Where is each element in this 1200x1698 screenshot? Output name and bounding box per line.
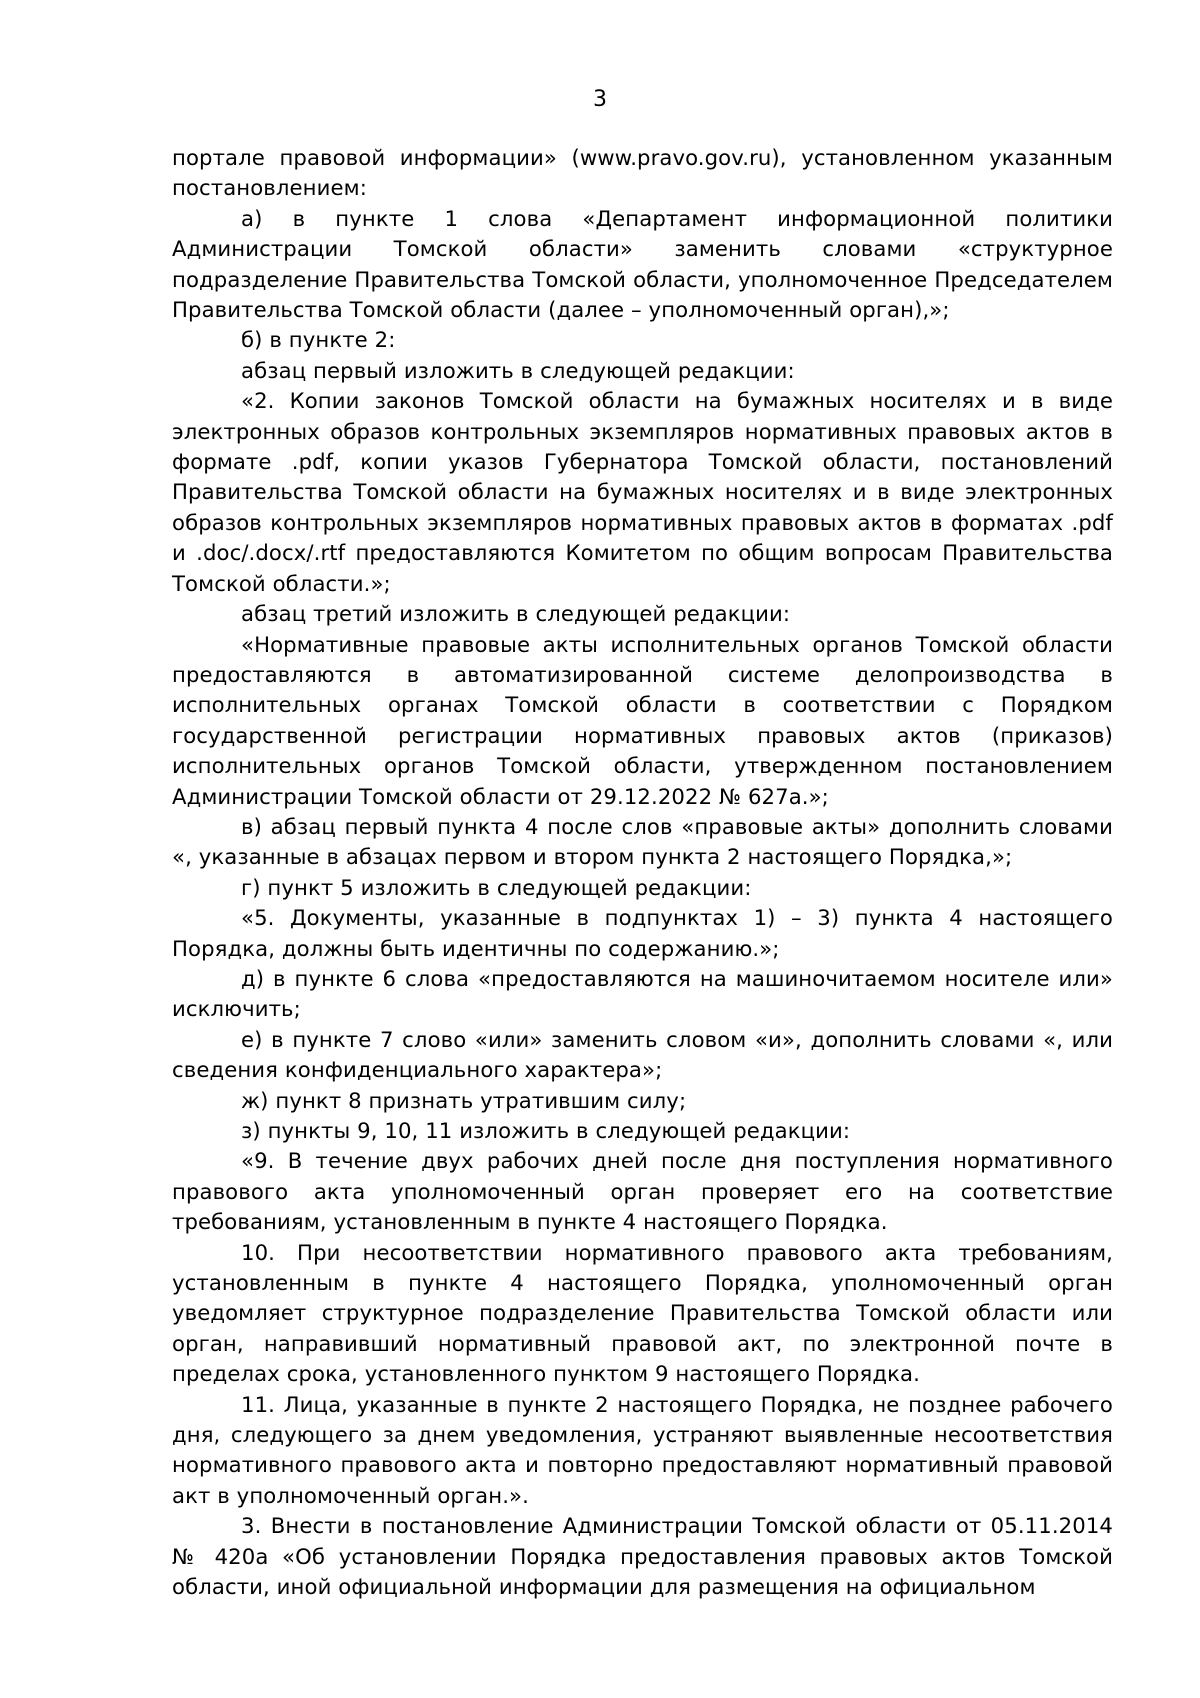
paragraph-item-e: е) в пункте 7 слово «или» заменить словом «и», дополнить словами «, или сведения конфиденциального характера»; — [172, 1026, 1113, 1083]
paragraph-item-v: в) абзац первый пункта 4 после слов «правовые акты» дополнить словами «, указанные в абзацах первом и втором пункта 2 настоящего Порядка,»; — [172, 813, 1113, 870]
paragraph-quote-10: 10. При несоответствии нормативного правового акта требованиям, установленным в пункте 4 настоящего Порядка, уполномоченный орган уведомляет структурное подразделение Правительства Томской области или орган, направивший нормативный правовой акт, по электронной почте в пределах срока, установленного пунктом 9 настоящего Порядка. — [172, 1239, 1113, 1387]
paragraph-third-abzac: абзац третий изложить в следующей редакции: — [241, 601, 791, 627]
paragraph-item-z: з) пункты 9, 10, 11 изложить в следующей редакции: — [241, 1118, 851, 1143]
paragraph-section-3: 3. Внести в постановление Администрации Томской области от 05.11.2014 № 420а «Об установлении Порядка предоставления правовых актов Томской области, иной официальной информации для размещения на официальном — [172, 1513, 1113, 1600]
paragraph-item-zh: ж) пункт 8 признать утратившим силу; — [241, 1087, 687, 1113]
paragraph-quote-9: «9. В течение двух рабочих дней после дня поступления нормативного правового акта уполномоченный орган проверяет его на соответствие требованиям, установленным в пункте 4 настоящего Порядка. — [172, 1148, 1113, 1235]
paragraph-item-a: а) в пункте 1 слова «Департамент информационной политики Администрации Томской области» заменить словами «структурное подразделение Правительства Томской области, уполномоченное Председателем Правительства Томской области (далее – уполномоченный орган),»; — [172, 205, 1113, 323]
paragraph-item-d: д) в пункте 6 слова «предоставляются на машиночитаемом носителе или» исключить; — [172, 965, 1113, 1022]
paragraph-quote-2: «2. Копии законов Томской области на бумажных носителях и в виде электронных образов контрольных экземпляров нормативных правовых актов в формате .pdf, копии указов Губернатора Томской области, постановлений Правительства Томской области на бумажных носителях и в виде электронных образов контрольных экземпляров нормативных правовых актов в форматах .pdf и .doc/.docx/.rtf предоставляются Комитетом по общим вопросам Правительства Томской области.»; — [172, 388, 1113, 596]
paragraph-item-b: б) в пункте 2: — [241, 327, 396, 353]
paragraph-first-abzac: абзац первый изложить в следующей редакции: — [241, 357, 795, 383]
paragraph-item-g: г) пункт 5 изложить в следующей редакции: — [241, 874, 752, 900]
paragraph-quote-11: 11. Лица, указанные в пункте 2 настоящего Порядка, не позднее рабочего дня, следующего за днем уведомления, устраняют выявленные несоответствия нормативного правового акта и повторно предоставляют нормативный правовой акт в уполномоченный орган.». — [172, 1391, 1113, 1508]
paragraph-quote-5: «5. Документы, указанные в подпунктах 1) – 3) пункта 4 настоящего Порядка, должны быть идентичны по содержанию.»; — [172, 905, 1113, 961]
paragraph-continuation: портале правовой информации» (www.pravo.gov.ru), установленном указанным постановлением: — [172, 145, 1113, 201]
paragraph-quote-normative: «Нормативные правовые акты исполнительных органов Томской области предоставляются в автоматизированной системе делопроизводства в исполнительных органах Томской области в соответствии с Порядком государственной регистрации нормативных правовых актов (приказов) исполнительных органов Томской области, утвержденном постановлением Администрации Томской области от 29.12.2022 № 627а.»; — [172, 631, 1113, 809]
page-number: 3 — [593, 87, 607, 112]
document-body — [172, 143, 1113, 1603]
